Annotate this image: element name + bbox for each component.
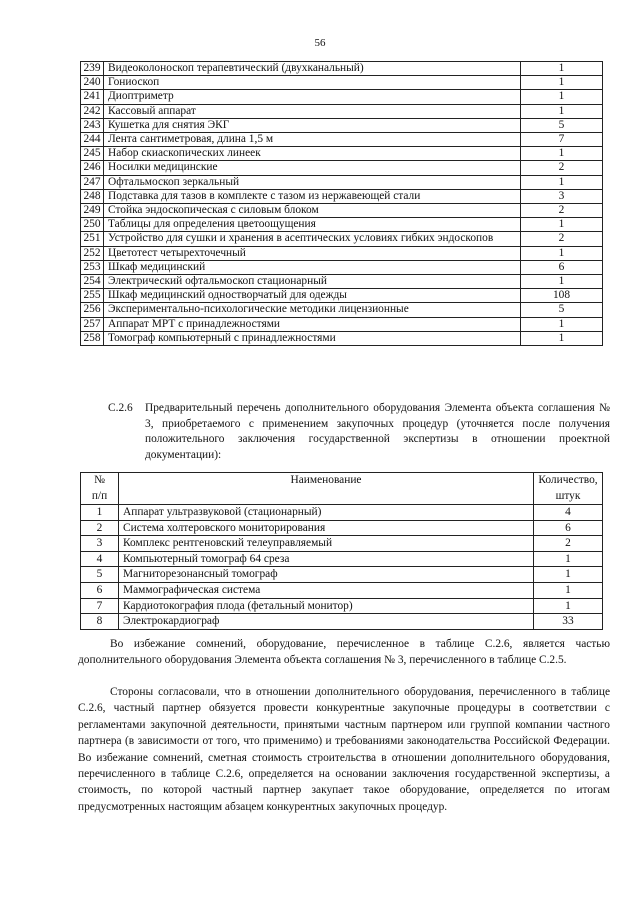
table-row: [81, 536, 603, 552]
row-number: 256: [81, 303, 104, 317]
table-row: [81, 520, 603, 536]
row-number: 2: [81, 520, 119, 536]
row-name: Кардиотокография плода (фетальный монитор): [119, 598, 534, 614]
row-quantity: 5: [521, 118, 603, 132]
row-quantity: 33: [534, 614, 603, 630]
row-number: 243: [81, 118, 104, 132]
row-name: Кушетка для снятия ЭКГ: [104, 118, 521, 132]
section-caption: [108, 401, 610, 463]
additional-equipment-table: [80, 472, 603, 630]
table-header-row: [81, 473, 603, 505]
table-row: [81, 147, 603, 161]
table-row: [81, 275, 603, 289]
row-number: 6: [81, 582, 119, 598]
row-quantity: 6: [534, 520, 603, 536]
row-quantity: 1: [521, 246, 603, 260]
equipment-table-continued: [80, 61, 603, 346]
table-row: [81, 317, 603, 331]
row-name: Устройство для сушки и хранения в асептических условиях гибких эндоскопов: [104, 232, 521, 246]
row-name: Гониоскоп: [104, 76, 521, 90]
row-quantity: 1: [534, 582, 603, 598]
row-number: 255: [81, 289, 104, 303]
row-number: 254: [81, 275, 104, 289]
table-row: [81, 246, 603, 260]
table-row: [81, 551, 603, 567]
row-name: Магниторезонансный томограф: [119, 567, 534, 583]
header-num: № п/п: [81, 473, 119, 505]
row-name: Таблицы для определения цветоощущения: [104, 218, 521, 232]
table-row: [81, 90, 603, 104]
row-quantity: 1: [521, 175, 603, 189]
table-row: [81, 505, 603, 521]
row-number: 245: [81, 147, 104, 161]
table-row: [81, 598, 603, 614]
row-name: Подставка для тазов в комплекте с тазом из нержавеющей стали: [104, 189, 521, 203]
row-quantity: 1: [521, 275, 603, 289]
paragraph-2: Стороны согласовали, что в отношении дополнительного оборудования, перечисленного в таблице С.2.6, частный партнер обязуется провести конкурентные закупочные процедуры в соответствии с регламентами закупочной деятельности, принятыми частным партнером или группой компании частного партнера (в зависимости от того, что применимо) и требованиями законодательства Российской Федерации. Во избежание сомнений, сметная стоимость строительства в отношении дополнительного оборудования, перечисленного в таблице С.2.6, определяется на основании заключения государственной экспертизы, а стоимость, по которой частный партнер закупает такое оборудование, определяется по итогам предусмотренных настоящим абзацем конкурентных закупочных процедур.: [78, 686, 610, 813]
row-name: Шкаф медицинский: [104, 260, 521, 274]
row-quantity: 2: [521, 161, 603, 175]
table-row: [81, 104, 603, 118]
row-number: 253: [81, 260, 104, 274]
row-number: 1: [81, 505, 119, 521]
table-row: [81, 218, 603, 232]
table-row: [81, 118, 603, 132]
table-row: [81, 133, 603, 147]
row-quantity: 1: [534, 551, 603, 567]
row-quantity: 108: [521, 289, 603, 303]
row-number: 240: [81, 76, 104, 90]
row-quantity: 6: [521, 260, 603, 274]
row-quantity: 1: [521, 147, 603, 161]
row-quantity: 1: [521, 218, 603, 232]
row-quantity: 2: [534, 536, 603, 552]
row-name: Лента сантиметровая, длина 1,5 м: [104, 133, 521, 147]
row-number: 239: [81, 62, 104, 76]
row-name: Видеоколоноскоп терапевтический (двухканальный): [104, 62, 521, 76]
row-name: Офтальмоскоп зеркальный: [104, 175, 521, 189]
row-quantity: 1: [534, 567, 603, 583]
table-row: [81, 161, 603, 175]
section-number: С.2.6: [108, 402, 133, 414]
table-row: [81, 62, 603, 76]
row-name: Маммографическая система: [119, 582, 534, 598]
row-quantity: 2: [521, 204, 603, 218]
row-number: 258: [81, 331, 104, 345]
row-number: 250: [81, 218, 104, 232]
row-quantity: 1: [521, 76, 603, 90]
row-quantity: 3: [521, 189, 603, 203]
row-quantity: 1: [534, 598, 603, 614]
row-number: 4: [81, 551, 119, 567]
table-row: [81, 204, 603, 218]
table-row: [81, 582, 603, 598]
row-quantity: 7: [521, 133, 603, 147]
row-name: Носилки медицинские: [104, 161, 521, 175]
row-quantity: 1: [521, 62, 603, 76]
table-row: [81, 175, 603, 189]
row-name: Томограф компьютерный с принадлежностями: [104, 331, 521, 345]
table-row: [81, 331, 603, 345]
row-quantity: 4: [534, 505, 603, 521]
row-name: Комплекс рентгеновский телеуправляемый: [119, 536, 534, 552]
table-row: [81, 289, 603, 303]
table-row: [81, 567, 603, 583]
row-number: 248: [81, 189, 104, 203]
row-number: 8: [81, 614, 119, 630]
row-name: Цветотест четырехточечный: [104, 246, 521, 260]
header-name: Наименование: [119, 473, 534, 505]
row-number: 3: [81, 536, 119, 552]
row-number: 5: [81, 567, 119, 583]
row-name: Компьютерный томограф 64 среза: [119, 551, 534, 567]
row-quantity: 1: [521, 90, 603, 104]
row-name: Система холтеровского мониторирования: [119, 520, 534, 536]
row-number: 242: [81, 104, 104, 118]
row-quantity: 1: [521, 104, 603, 118]
table-row: [81, 76, 603, 90]
row-number: 244: [81, 133, 104, 147]
row-name: Электрический офтальмоскоп стационарный: [104, 275, 521, 289]
row-number: 241: [81, 90, 104, 104]
row-name: Шкаф медицинский одностворчатый для одежды: [104, 289, 521, 303]
table-row: [81, 614, 603, 630]
row-number: 246: [81, 161, 104, 175]
row-quantity: 5: [521, 303, 603, 317]
table-row: [81, 232, 603, 246]
table-row: [81, 189, 603, 203]
row-quantity: 1: [521, 317, 603, 331]
row-quantity: 1: [521, 331, 603, 345]
row-name: Аппарат ультразвуковой (стационарный): [119, 505, 534, 521]
row-number: 251: [81, 232, 104, 246]
row-name: Экспериментально-психологические методики лицензионные: [104, 303, 521, 317]
row-name: Электрокардиограф: [119, 614, 534, 630]
row-name: Стойка эндоскопическая с силовым блоком: [104, 204, 521, 218]
paragraph-1: Во избежание сомнений, оборудование, перечисленное в таблице С.2.6, является частью дополнительного оборудования Элемента объекта соглашения № 3, перечисленного в таблице С.2.5.: [78, 638, 610, 667]
row-quantity: 2: [521, 232, 603, 246]
row-number: 247: [81, 175, 104, 189]
table-row: [81, 260, 603, 274]
table-row: [81, 303, 603, 317]
row-number: 257: [81, 317, 104, 331]
row-number: 252: [81, 246, 104, 260]
row-name: Кассовый аппарат: [104, 104, 521, 118]
row-name: Аппарат МРТ с принадлежностями: [104, 317, 521, 331]
header-qty: Количество, штук: [534, 473, 603, 505]
section-text: Предварительный перечень дополнительного оборудования Элемента объекта соглашения № 3, приобретаемого с применением закупочных процедур (уточняется после получения положительного заключения государственной экспертизы в отношении проектной документации):: [145, 402, 610, 461]
row-name: Диоптриметр: [104, 90, 521, 104]
row-name: Набор скиаскопических линеек: [104, 147, 521, 161]
page-number: 56: [314, 37, 326, 49]
row-number: 7: [81, 598, 119, 614]
row-number: 249: [81, 204, 104, 218]
